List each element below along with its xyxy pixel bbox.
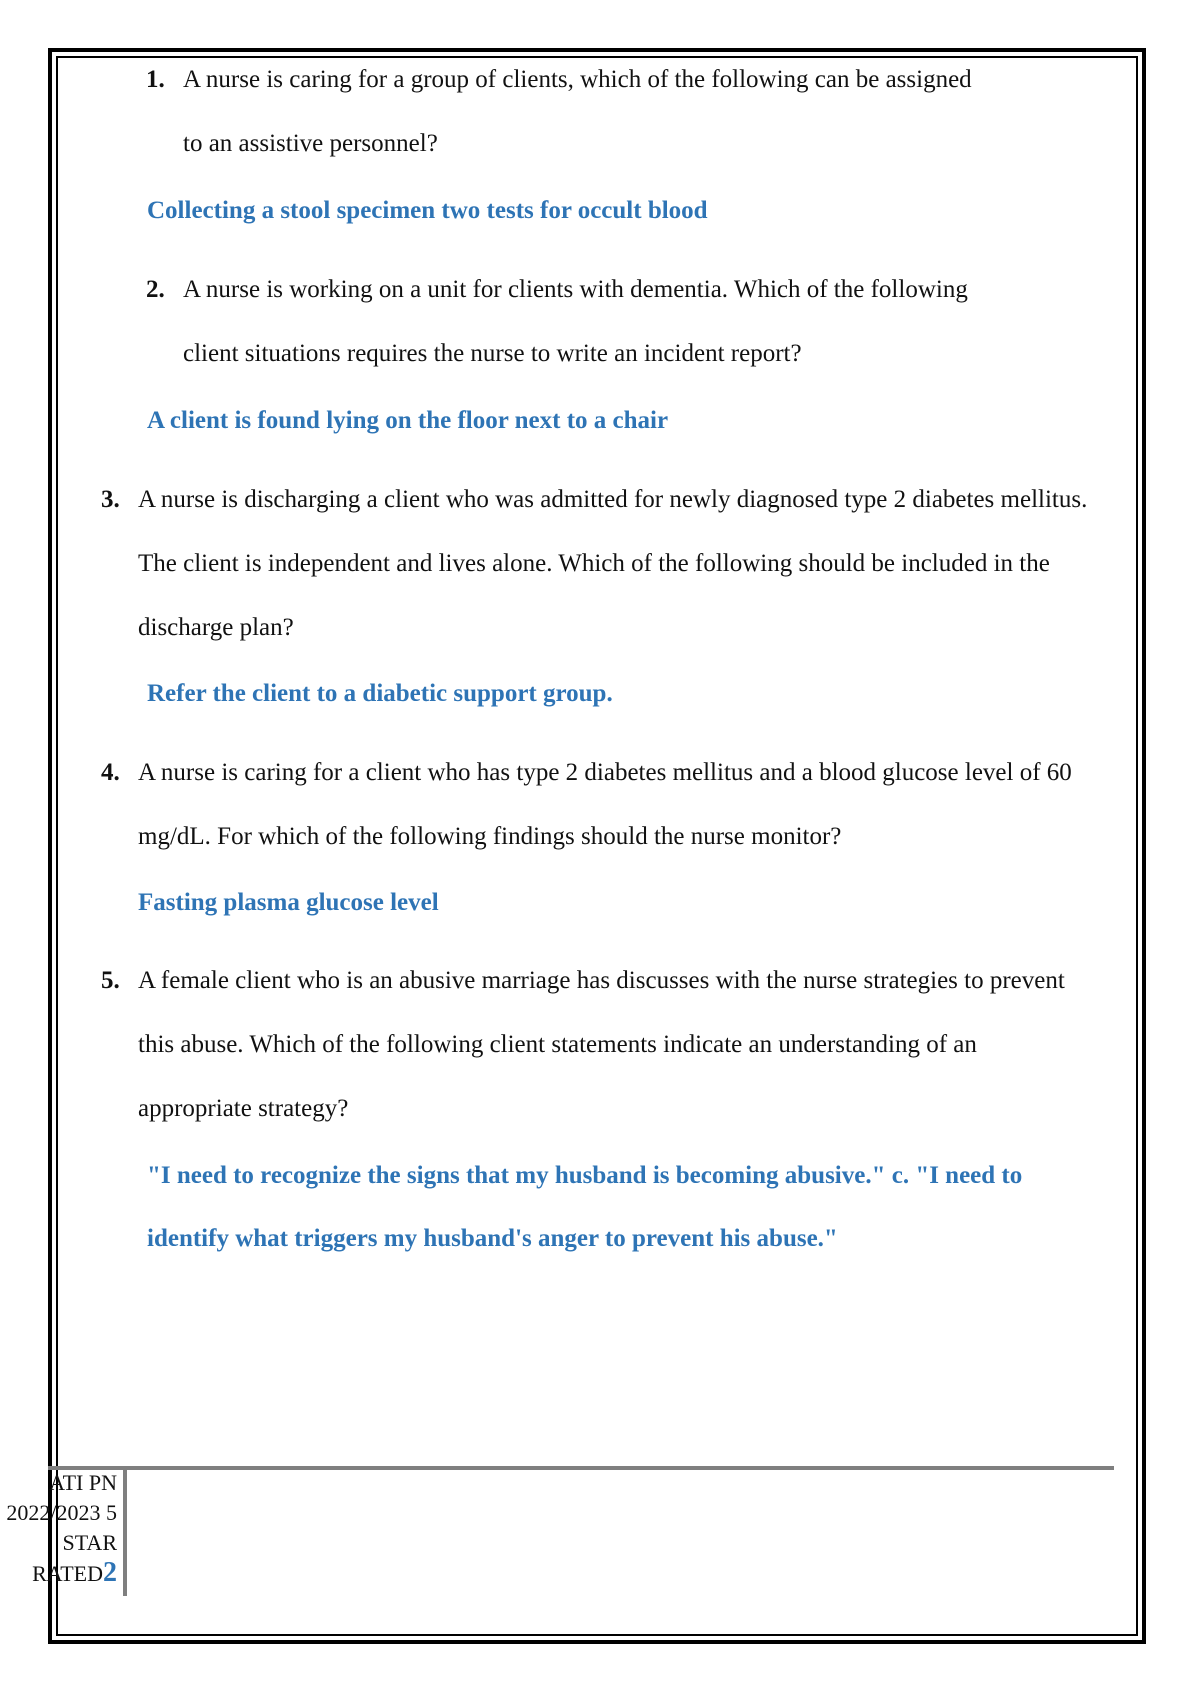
page-number: 2 xyxy=(103,1557,117,1588)
footer-label xyxy=(0,1468,117,1589)
footer-rule xyxy=(48,1466,1114,1470)
question-text: 5. A female client who is an abusive marriage has discusses with the nurse strategies to prevent this abuse. Which of the following client statements indicate an understanding of an appropriate strategy? xyxy=(138,949,1083,1141)
question-number: 4. xyxy=(101,759,120,786)
question-text: 2. A nurse is working on a unit for clients with dementia. Which of the following client situations requires the nurse to write an incident report? xyxy=(183,258,1023,386)
question-number: 2. xyxy=(146,276,165,303)
question-number: 1. xyxy=(146,66,165,93)
answer-text: Refer the client to a diabetic support group. xyxy=(147,680,613,707)
answer-text: A client is found lying on the floor next to a chair xyxy=(147,407,669,434)
question-text: 1. A nurse is caring for a group of clients, which of the following can be assigned to an assistive personnel? xyxy=(183,48,973,176)
answer-text: Fasting plasma glucose level xyxy=(138,889,439,916)
question-text: 3. A nurse is discharging a client who was admitted for newly diagnosed type 2 diabetes mellitus. The client is independent and lives alone. Which of the following should be included in the discharge plan? xyxy=(138,468,1088,660)
answer-text: Collecting a stool specimen two tests for occult blood xyxy=(147,197,708,224)
footer-title: ATI PN 2022/2023 5 STAR RATED xyxy=(6,1470,117,1586)
question-number: 3. xyxy=(101,486,120,513)
answer-text: "I need to recognize the signs that my husband is becoming abusive." c. "I need to identify what triggers my husband's anger to prevent his abuse." xyxy=(147,1162,1023,1252)
question-text: 4. A nurse is caring for a client who has type 2 diabetes mellitus and a blood glucose level of 60 mg/dL. For which of the following findings should the nurse monitor? xyxy=(138,741,1088,869)
question-number: 5. xyxy=(101,967,120,994)
footer-divider xyxy=(123,1470,127,1596)
